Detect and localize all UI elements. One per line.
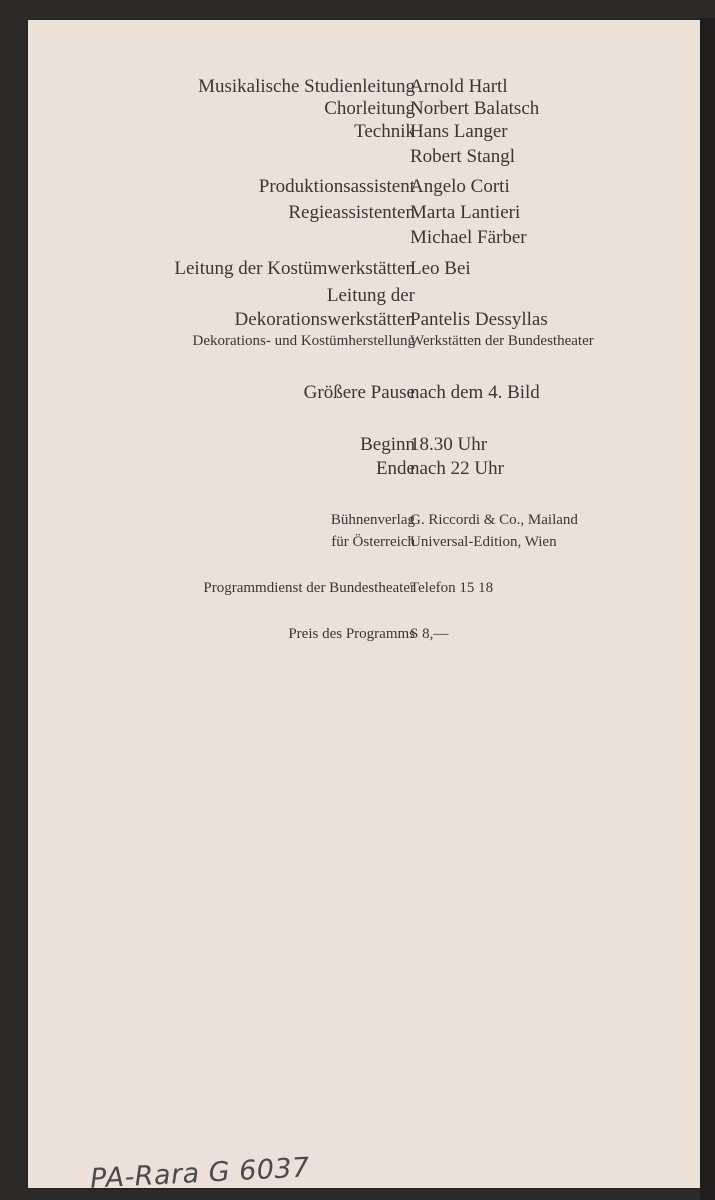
time-label: Beginn (360, 434, 415, 455)
credit-value: Leo Bei (410, 258, 471, 279)
credit-value: Michael Färber (410, 227, 527, 248)
time-value: 18.30 Uhr (410, 434, 488, 455)
credit-value: Hans Langer (410, 121, 508, 142)
credit-label: Dekorations- und Kostümherstellung (192, 333, 415, 349)
credit-label: Leitung der (326, 285, 415, 306)
credit-value: Arnold Hartl (410, 76, 508, 97)
time-label: Ende (375, 458, 415, 479)
credit-label: Chorleitung (324, 98, 415, 119)
credit-label: Technik (354, 121, 415, 142)
credit-label: Dekorationswerkstätten (234, 309, 415, 330)
credit-value: Norbert Balatsch (410, 98, 540, 119)
credit-label: Musikalische Studienleitung (198, 76, 415, 97)
publisher-label: Bühnenverlag (330, 512, 415, 528)
service-label: Programmdienst der Bundestheater (203, 580, 415, 596)
credit-value: Marta Lantieri (410, 202, 521, 223)
price-value: S 8,— (410, 626, 449, 642)
credit-label: Regieassistenten (288, 202, 415, 223)
price-label: Preis des Programms (288, 626, 415, 642)
pause-value: nach dem 4. Bild (410, 382, 540, 403)
credit-label: Produktionsassistent (258, 176, 415, 197)
credit-value: Werkstätten der Bundestheater (410, 333, 594, 349)
publisher-value: G. Riccordi & Co., Mailand (410, 512, 578, 528)
publisher-label: für Österreich (331, 534, 415, 550)
credit-value: Angelo Corti (410, 176, 510, 197)
credit-value: Pantelis Dessyllas (410, 309, 548, 330)
publisher-value: Universal-Edition, Wien (410, 534, 557, 550)
credit-value: Robert Stangl (410, 146, 516, 167)
time-value: nach 22 Uhr (410, 458, 504, 479)
background-edge (700, 18, 715, 1200)
archive-signature: PA-Rara G 6037 (89, 1152, 311, 1195)
pause-label: Größere Pause (303, 382, 415, 403)
service-value: Telefon 15 18 (410, 580, 494, 596)
program-page (28, 20, 700, 1195)
credit-label: Leitung der Kostümwerkstätten (174, 258, 415, 279)
